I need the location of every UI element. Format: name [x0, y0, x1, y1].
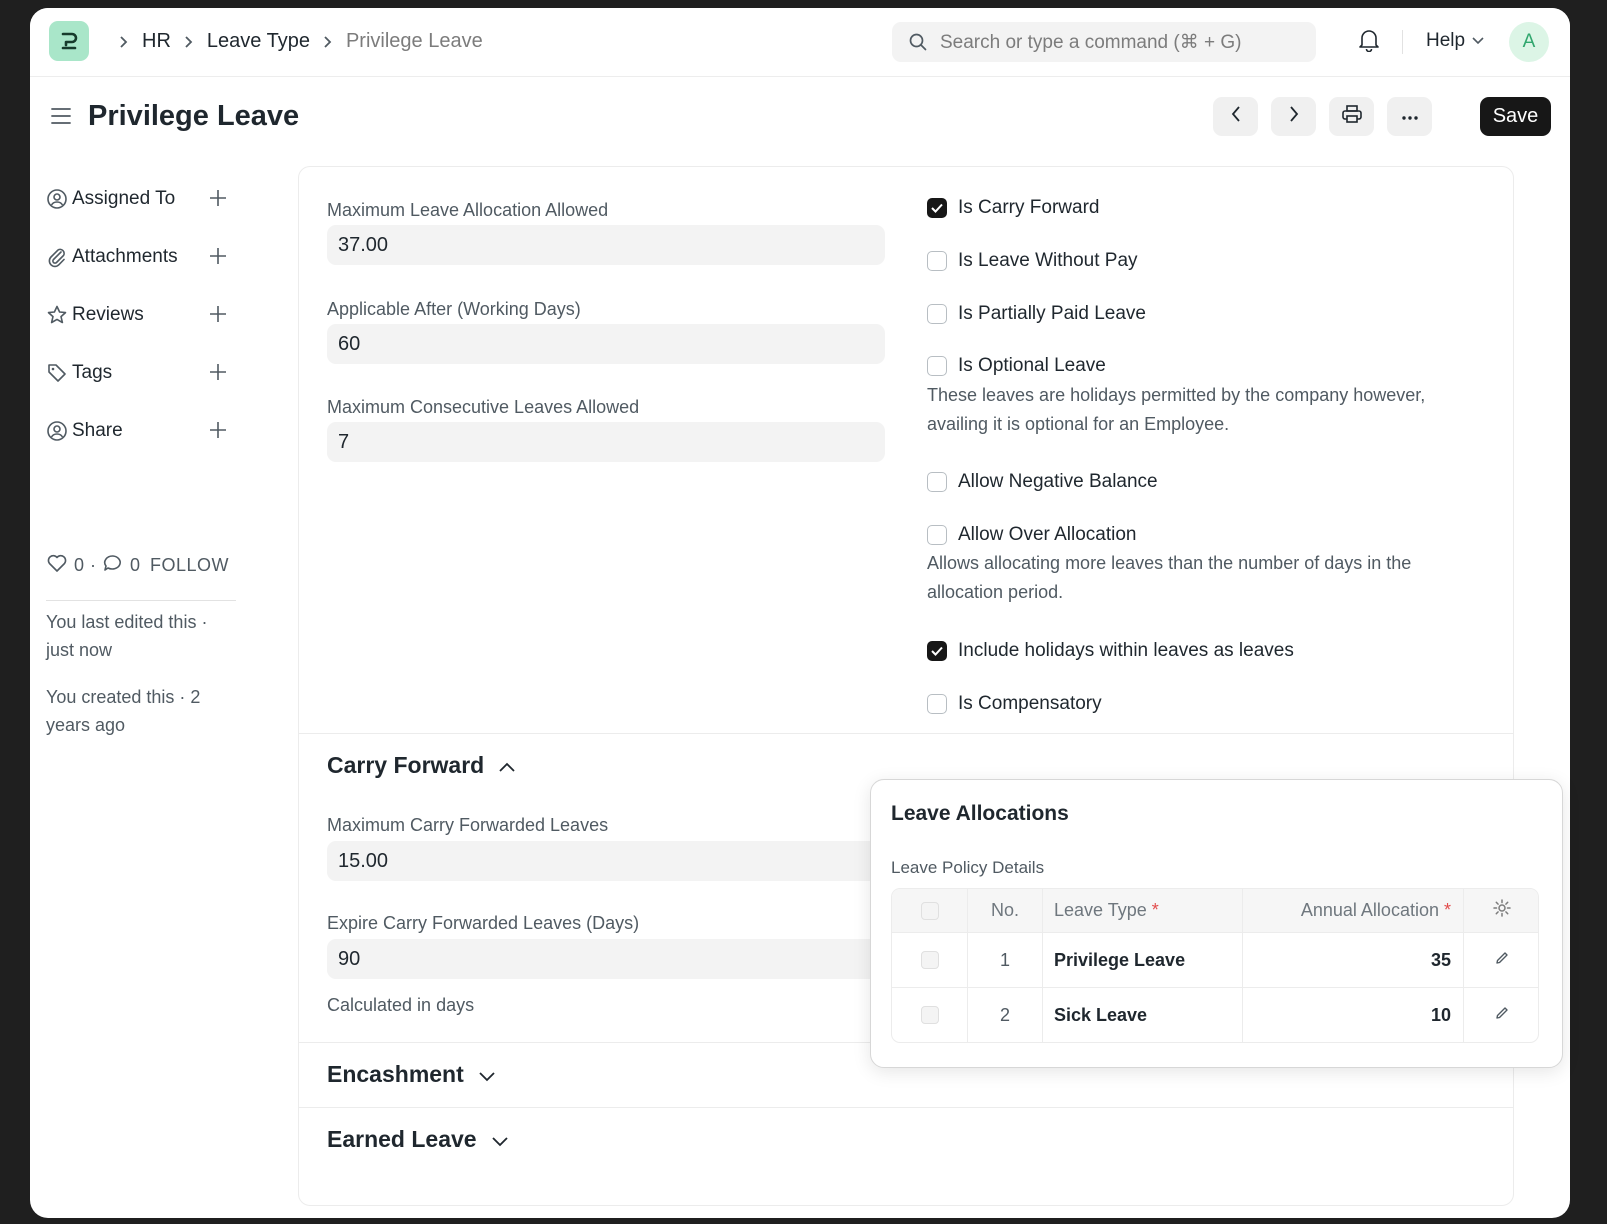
chevron-down-icon [491, 1126, 509, 1153]
prev-record-button[interactable] [1213, 97, 1258, 136]
popup-title: Leave Allocations [891, 802, 1069, 825]
pencil-icon[interactable] [1494, 950, 1510, 971]
section-carry-forward[interactable] [327, 752, 516, 779]
expire-carry-forward-input[interactable]: 90 [327, 939, 885, 979]
checkbox-is-compensatory[interactable] [927, 693, 1102, 715]
navbar-divider [1402, 30, 1403, 54]
more-actions-button[interactable] [1387, 97, 1432, 136]
tag-icon [46, 362, 72, 384]
search-placeholder: Search or type a command (⌘ + G) [940, 31, 1242, 53]
plus-icon[interactable] [208, 188, 228, 208]
breadcrumb-current[interactable]: Privilege Leave [345, 30, 483, 52]
social-stats [46, 553, 229, 578]
row-checkbox[interactable] [921, 1006, 939, 1024]
sidebar-item-label: Tags [72, 362, 113, 383]
row-select-cell [892, 988, 967, 1042]
max-consecutive-label: Maximum Consecutive Leaves Allowed [327, 397, 640, 417]
breadcrumb-leave-type[interactable]: Leave Type [206, 30, 310, 52]
checkbox-label: Is Carry Forward [958, 197, 1100, 218]
checkbox-label: Is Optional Leave [958, 355, 1106, 376]
optional-leave-description: These leaves are holidays permitted by the company however, availing it is optional for an Employee. [927, 385, 1426, 434]
leave-allocations-popup [870, 779, 1563, 1068]
section-encashment[interactable] [327, 1061, 496, 1088]
required-asterisk: * [1151, 900, 1159, 920]
chevron-right-icon [183, 35, 195, 49]
sidebar-item-label: Share [72, 420, 123, 441]
table-header [892, 889, 1538, 932]
select-all-checkbox[interactable] [921, 902, 939, 920]
header-annual-allocation-label: Annual Allocation [1300, 900, 1439, 920]
max-carry-forward-input[interactable]: 15.00 [327, 841, 885, 881]
checkbox-is-optional-leave[interactable] [927, 355, 1106, 377]
like-count: 0 [74, 555, 85, 575]
ellipsis-icon [1400, 108, 1420, 126]
header-leave-type-label: Leave Type [1054, 900, 1147, 920]
row-annual-allocation[interactable]: 35 [1242, 933, 1463, 987]
max-allocation-input[interactable]: 37.00 [327, 225, 885, 265]
avatar[interactable]: A [1509, 22, 1549, 62]
checkbox-label: Include holidays within leaves as leaves [958, 640, 1294, 661]
section-earned-leave[interactable] [327, 1126, 509, 1153]
gear-icon[interactable] [1492, 898, 1512, 923]
table-row[interactable] [892, 932, 1538, 987]
checkbox-unchecked[interactable] [927, 525, 947, 545]
checkbox-label: Is Leave Without Pay [958, 250, 1138, 271]
chevron-right-icon [1288, 105, 1300, 128]
heart-icon[interactable] [46, 553, 68, 578]
next-record-button[interactable] [1271, 97, 1316, 136]
checkbox-unchecked[interactable] [927, 472, 947, 492]
paperclip-icon [46, 246, 72, 268]
row-leave-type[interactable]: Privilege Leave [1042, 933, 1242, 987]
plus-icon[interactable] [208, 304, 228, 324]
section-divider [299, 1107, 1513, 1108]
checkbox-label: Allow Negative Balance [958, 471, 1158, 492]
checkbox-allow-negative-balance[interactable] [927, 471, 1158, 493]
sidebar-item-label: Attachments [72, 246, 178, 267]
search-input[interactable] [892, 22, 1316, 62]
row-no: 1 [967, 933, 1042, 987]
checkbox-unchecked[interactable] [927, 694, 947, 714]
logo-icon [57, 29, 81, 53]
max-allocation-label: Maximum Leave Allocation Allowed [327, 200, 609, 220]
row-select-cell [892, 933, 967, 987]
header-no: No. [967, 889, 1042, 932]
user-circle-icon [46, 188, 72, 210]
chevron-right-icon [118, 35, 130, 49]
checkbox-include-holidays[interactable] [927, 640, 1294, 662]
top-navbar [30, 8, 1570, 77]
pencil-icon[interactable] [1494, 1005, 1510, 1026]
chevron-up-icon [498, 752, 516, 779]
header-leave-type [1042, 889, 1242, 932]
help-label: Help [1426, 30, 1466, 51]
save-button[interactable]: Save [1480, 97, 1551, 136]
last-edited-note: You last edited this · just now [46, 612, 208, 660]
section-title: Encashment [327, 1061, 464, 1087]
chevron-down-icon [478, 1061, 496, 1088]
checkbox-checked[interactable] [927, 198, 947, 218]
plus-icon[interactable] [208, 420, 228, 440]
expire-carry-forward-label: Expire Carry Forwarded Leaves (Days) [327, 913, 640, 933]
expire-hint: Calculated in days [327, 995, 475, 1015]
sidebar-item-assigned-to[interactable] [46, 184, 236, 214]
breadcrumb-hr[interactable]: HR [142, 30, 171, 52]
print-button[interactable] [1329, 97, 1374, 136]
row-annual-allocation[interactable]: 10 [1242, 988, 1463, 1042]
comment-icon[interactable] [102, 553, 124, 578]
table-settings-cell [1463, 889, 1539, 932]
checkbox-checked[interactable] [927, 641, 947, 661]
sidebar-item-share[interactable] [46, 416, 236, 446]
sidebar-item-reviews[interactable] [46, 300, 236, 330]
sidebar-item-attachments[interactable] [46, 242, 236, 272]
chevron-right-icon [322, 35, 334, 49]
chevron-left-icon [1230, 105, 1242, 128]
chevron-down-icon [1471, 30, 1485, 52]
star-icon [46, 304, 72, 326]
section-divider [299, 733, 1513, 734]
created-note: You created this · 2 years ago [46, 687, 201, 735]
page-title: Privilege Leave [88, 100, 300, 132]
checkbox-is-leave-without-pay[interactable] [927, 250, 1138, 272]
row-checkbox[interactable] [921, 951, 939, 969]
bell-icon[interactable] [1358, 28, 1380, 57]
checkbox-is-partially-paid-leave[interactable] [927, 303, 1146, 325]
checkbox-label: Allow Over Allocation [958, 524, 1137, 545]
sidebar-item-tags[interactable] [46, 358, 236, 388]
checkbox-label: Is Partially Paid Leave [958, 303, 1146, 324]
comment-count: 0 [130, 555, 141, 575]
required-asterisk: * [1443, 900, 1451, 920]
applicable-after-input[interactable]: 60 [327, 324, 885, 364]
checkbox-unchecked[interactable] [927, 356, 947, 376]
search-icon [908, 32, 928, 52]
sidebar-item-label: Assigned To [72, 188, 176, 209]
table-row[interactable] [892, 987, 1538, 1042]
plus-icon[interactable] [208, 362, 228, 382]
menu-icon[interactable] [50, 106, 72, 131]
checkbox-unchecked[interactable] [927, 304, 947, 324]
row-leave-type[interactable]: Sick Leave [1042, 988, 1242, 1042]
header-annual-allocation [1242, 889, 1463, 932]
checkbox-is-carry-forward[interactable] [927, 197, 1099, 219]
sidebar-divider [46, 600, 236, 601]
checkbox-label: Is Compensatory [958, 693, 1102, 714]
breadcrumb [106, 30, 483, 53]
section-title: Earned Leave [327, 1126, 477, 1152]
sidebar-item-label: Reviews [72, 304, 144, 325]
row-edit-cell [1463, 988, 1539, 1042]
check-icon [930, 202, 944, 214]
app-logo[interactable] [49, 21, 89, 61]
printer-icon [1341, 104, 1363, 129]
row-no: 2 [967, 988, 1042, 1042]
section-title: Carry Forward [327, 752, 485, 778]
header-select-cell [892, 889, 967, 932]
max-carry-forward-label: Maximum Carry Forwarded Leaves [327, 815, 609, 835]
row-edit-cell [1463, 933, 1539, 987]
check-icon [930, 645, 944, 657]
follow-link[interactable]: FOLLOW [150, 555, 230, 575]
max-consecutive-input[interactable]: 7 [327, 422, 885, 462]
popup-subtitle: Leave Policy Details [891, 858, 1045, 877]
dot-separator: · [90, 555, 97, 575]
applicable-after-label: Applicable After (Working Days) [327, 299, 581, 319]
checkbox-unchecked[interactable] [927, 251, 947, 271]
share-user-icon [46, 420, 72, 442]
plus-icon[interactable] [208, 246, 228, 266]
help-dropdown[interactable] [1426, 30, 1485, 52]
leave-policy-table [891, 888, 1539, 1043]
checkbox-allow-over-allocation[interactable] [927, 524, 1136, 546]
over-allocation-description: Allows allocating more leaves than the number of days in the allocation period. [927, 553, 1412, 602]
